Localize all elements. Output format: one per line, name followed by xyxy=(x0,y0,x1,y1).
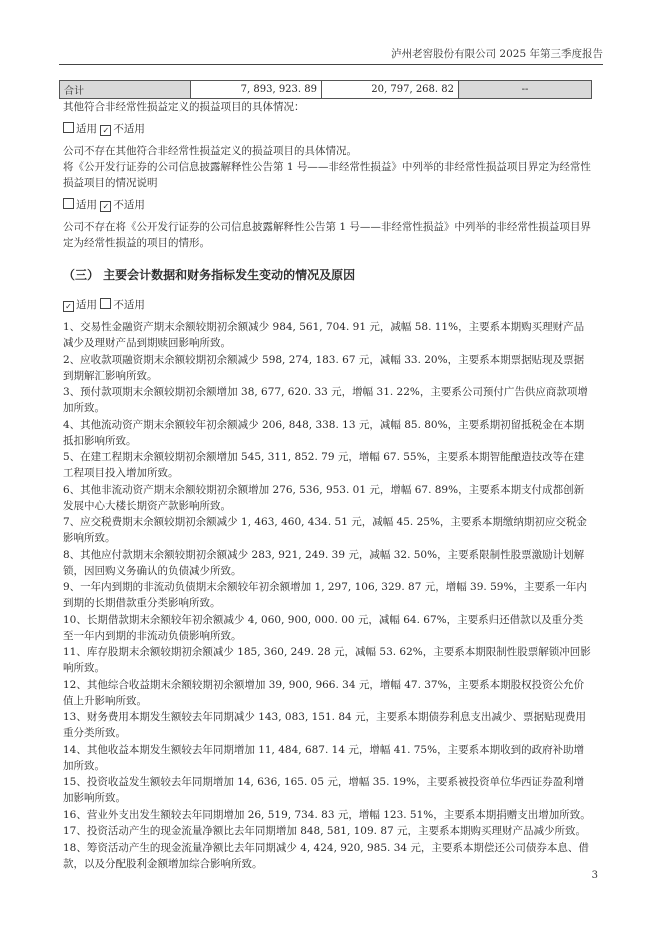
list-item: 14、其他收益本期发生额较去年同期增加 11, 484, 687. 14 元，增幅 41. 75%，主要系本期收到的政府补助增加所致。 xyxy=(63,743,585,772)
applicability-options-1 xyxy=(63,121,593,137)
list-item: 17、投资活动产生的现金流量净额比去年同期增加 848, 581, 109. 87 元，主要系本期购买理财产品减少所致。 xyxy=(63,825,587,837)
change-items-list xyxy=(63,319,593,872)
list-item: 2、应收款项融资期末余额较期初余额减少 598, 274, 183. 67 元，减幅 33. 20%，主要系本期票据贴现及票据到期解汇影响所致。 xyxy=(63,353,585,382)
section-title: （三） 主要会计数据和财务指标发生变动的情况及原因 xyxy=(63,268,356,282)
report-header-title: 泸州老窖股份有限公司 2025 年第三季度报告 xyxy=(391,48,603,60)
applicability-options-2 xyxy=(63,197,593,213)
unchecked-box-icon xyxy=(63,198,74,209)
list-item: 5、在建工程期末余额较期初余额增加 545, 311, 852. 79 元，增幅 67. 55%，主要系本期智能酿造技改等在建工程项目投入增加所致。 xyxy=(63,451,585,479)
statement-no-reclassification: 公司不存在将《公开发行证券的公司信息披露解释性公告第 1 号——非经常性损益》中列举的非经常性损益项目界定为经常性损益的项目的情形。 xyxy=(63,221,591,249)
applicable-label: 适用 xyxy=(76,199,97,211)
table-row xyxy=(60,81,592,99)
total-value-cell-3: -- xyxy=(459,81,592,99)
unchecked-box-icon xyxy=(100,298,111,309)
list-item: 7、应交税费期末余额较期初余额减少 1, 463, 460, 434. 51 元，减幅 45. 25%，主要系本期缴纳期初应交税金影响所致。 xyxy=(63,516,587,544)
checked-box-icon: ✓ xyxy=(100,125,111,136)
not-applicable-label: 不适用 xyxy=(113,299,145,311)
list-item: 18、筹资活动产生的现金流量净额比去年同期减少 4, 424, 920, 985. 34 元，主要系本期偿还公司债券本息、借款，以及分配股利金额增加综合影响所致。 xyxy=(63,841,589,870)
list-item: 16、营业外支出发生额较去年同期增加 26, 519, 734. 83 元，增幅 123. 51%，主要系本期捐赠支出增加所致。 xyxy=(63,808,591,821)
list-item: 10、长期借款期末余额较年初余额减少 4, 060, 900, 000. 00 元，减幅 64. 67%，主要系归还借款以及重分类至一年内到期的非流动负债影响所致。 xyxy=(63,613,584,642)
list-item: 11、库存股期末余额较期初余额减少 185, 360, 249. 28 元，减幅 53. 62%，主要系本期限制性股票解锁冲回影响所致。 xyxy=(63,646,591,674)
list-item: 6、其他非流动资产期末余额较期初余额增加 276, 536, 953. 01 元，增幅 67. 89%，主要系本期支付成都创新发展中心大楼长期资产款影响所致。 xyxy=(63,483,585,512)
list-item: 1、交易性金融资产期末余额较期初余额减少 984, 561, 704. 91 元，减幅 58. 11%，主要系本期购买理财产品减少及理财产品到期赎回影响所致。 xyxy=(63,321,585,349)
statement-no-other-items: 公司不存在其他符合非经常性损益定义的损益项目的具体情况。 xyxy=(63,145,357,157)
list-item: 9、一年内到期的非流动负债期末余额较年初余额增加 1, 297, 106, 329. 87 元，增幅 39. 59%，主要系一年内到期的长期借款重分类影响所致。 xyxy=(63,581,587,609)
applicable-label: 适用 xyxy=(76,123,97,135)
checked-box-icon: ✓ xyxy=(63,301,74,312)
list-item: 15、投资收益发生额较去年同期增加 14, 636, 165. 05 元，增幅 35. 19%，主要系被投资单位华西证券盈利增加影响所致。 xyxy=(63,776,585,804)
not-applicable-label: 不适用 xyxy=(113,123,145,135)
explanation-title: 将《公开发行证券的公司信息披露解释性公告第 1 号——非经常性损益》中列举的非经常性损益项目界定为经常性损益项目的情况说明 xyxy=(63,161,591,189)
list-item: 13、财务费用本期发生额较去年同期减少 143, 083, 151. 84 元，主要系本期债券利息支出减少、票据贴现费用重分类所致。 xyxy=(63,711,587,739)
page-number: 3 xyxy=(591,870,598,881)
applicable-label: 适用 xyxy=(76,299,97,311)
not-applicable-label: 不适用 xyxy=(113,199,145,211)
document-body xyxy=(63,99,593,872)
total-value-cell-1: 7, 893, 923. 89 xyxy=(191,81,322,99)
header-divider xyxy=(59,64,603,65)
checked-box-icon: ✓ xyxy=(100,201,111,212)
total-label-cell: 合计 xyxy=(60,81,191,99)
list-item: 12、其他综合收益期末余额较期初余额增加 39, 900, 966. 34 元，增幅 47. 37%，主要系本期股权投资公允价值上升影响所致。 xyxy=(63,678,585,707)
total-value-cell-2: 20, 797, 268. 82 xyxy=(322,81,459,99)
unchecked-box-icon xyxy=(63,122,74,133)
applicability-options-3 xyxy=(63,297,593,313)
list-item: 4、其他流动资产期末余额较年初余额减少 206, 848, 338. 13 元，减幅 85. 80%，主要系期初留抵税金在本期抵扣影响所致。 xyxy=(63,418,585,447)
other-items-heading: 其他符合非经常性损益定义的损益项目的具体情况： xyxy=(63,101,305,113)
list-item: 3、预付款项期末余额较期初余额增加 38, 677, 620. 33 元，增幅 31. 22%，主要系公司预付广告供应商款项增加所致。 xyxy=(63,386,588,414)
total-row-table xyxy=(59,80,592,99)
list-item: 8、其他应付款期末余额较期初余额减少 283, 921, 249. 39 元，减幅 32. 50%，主要系限制性股票激励计划解锁，因回购义务确认的负债减少所致。 xyxy=(63,548,585,577)
